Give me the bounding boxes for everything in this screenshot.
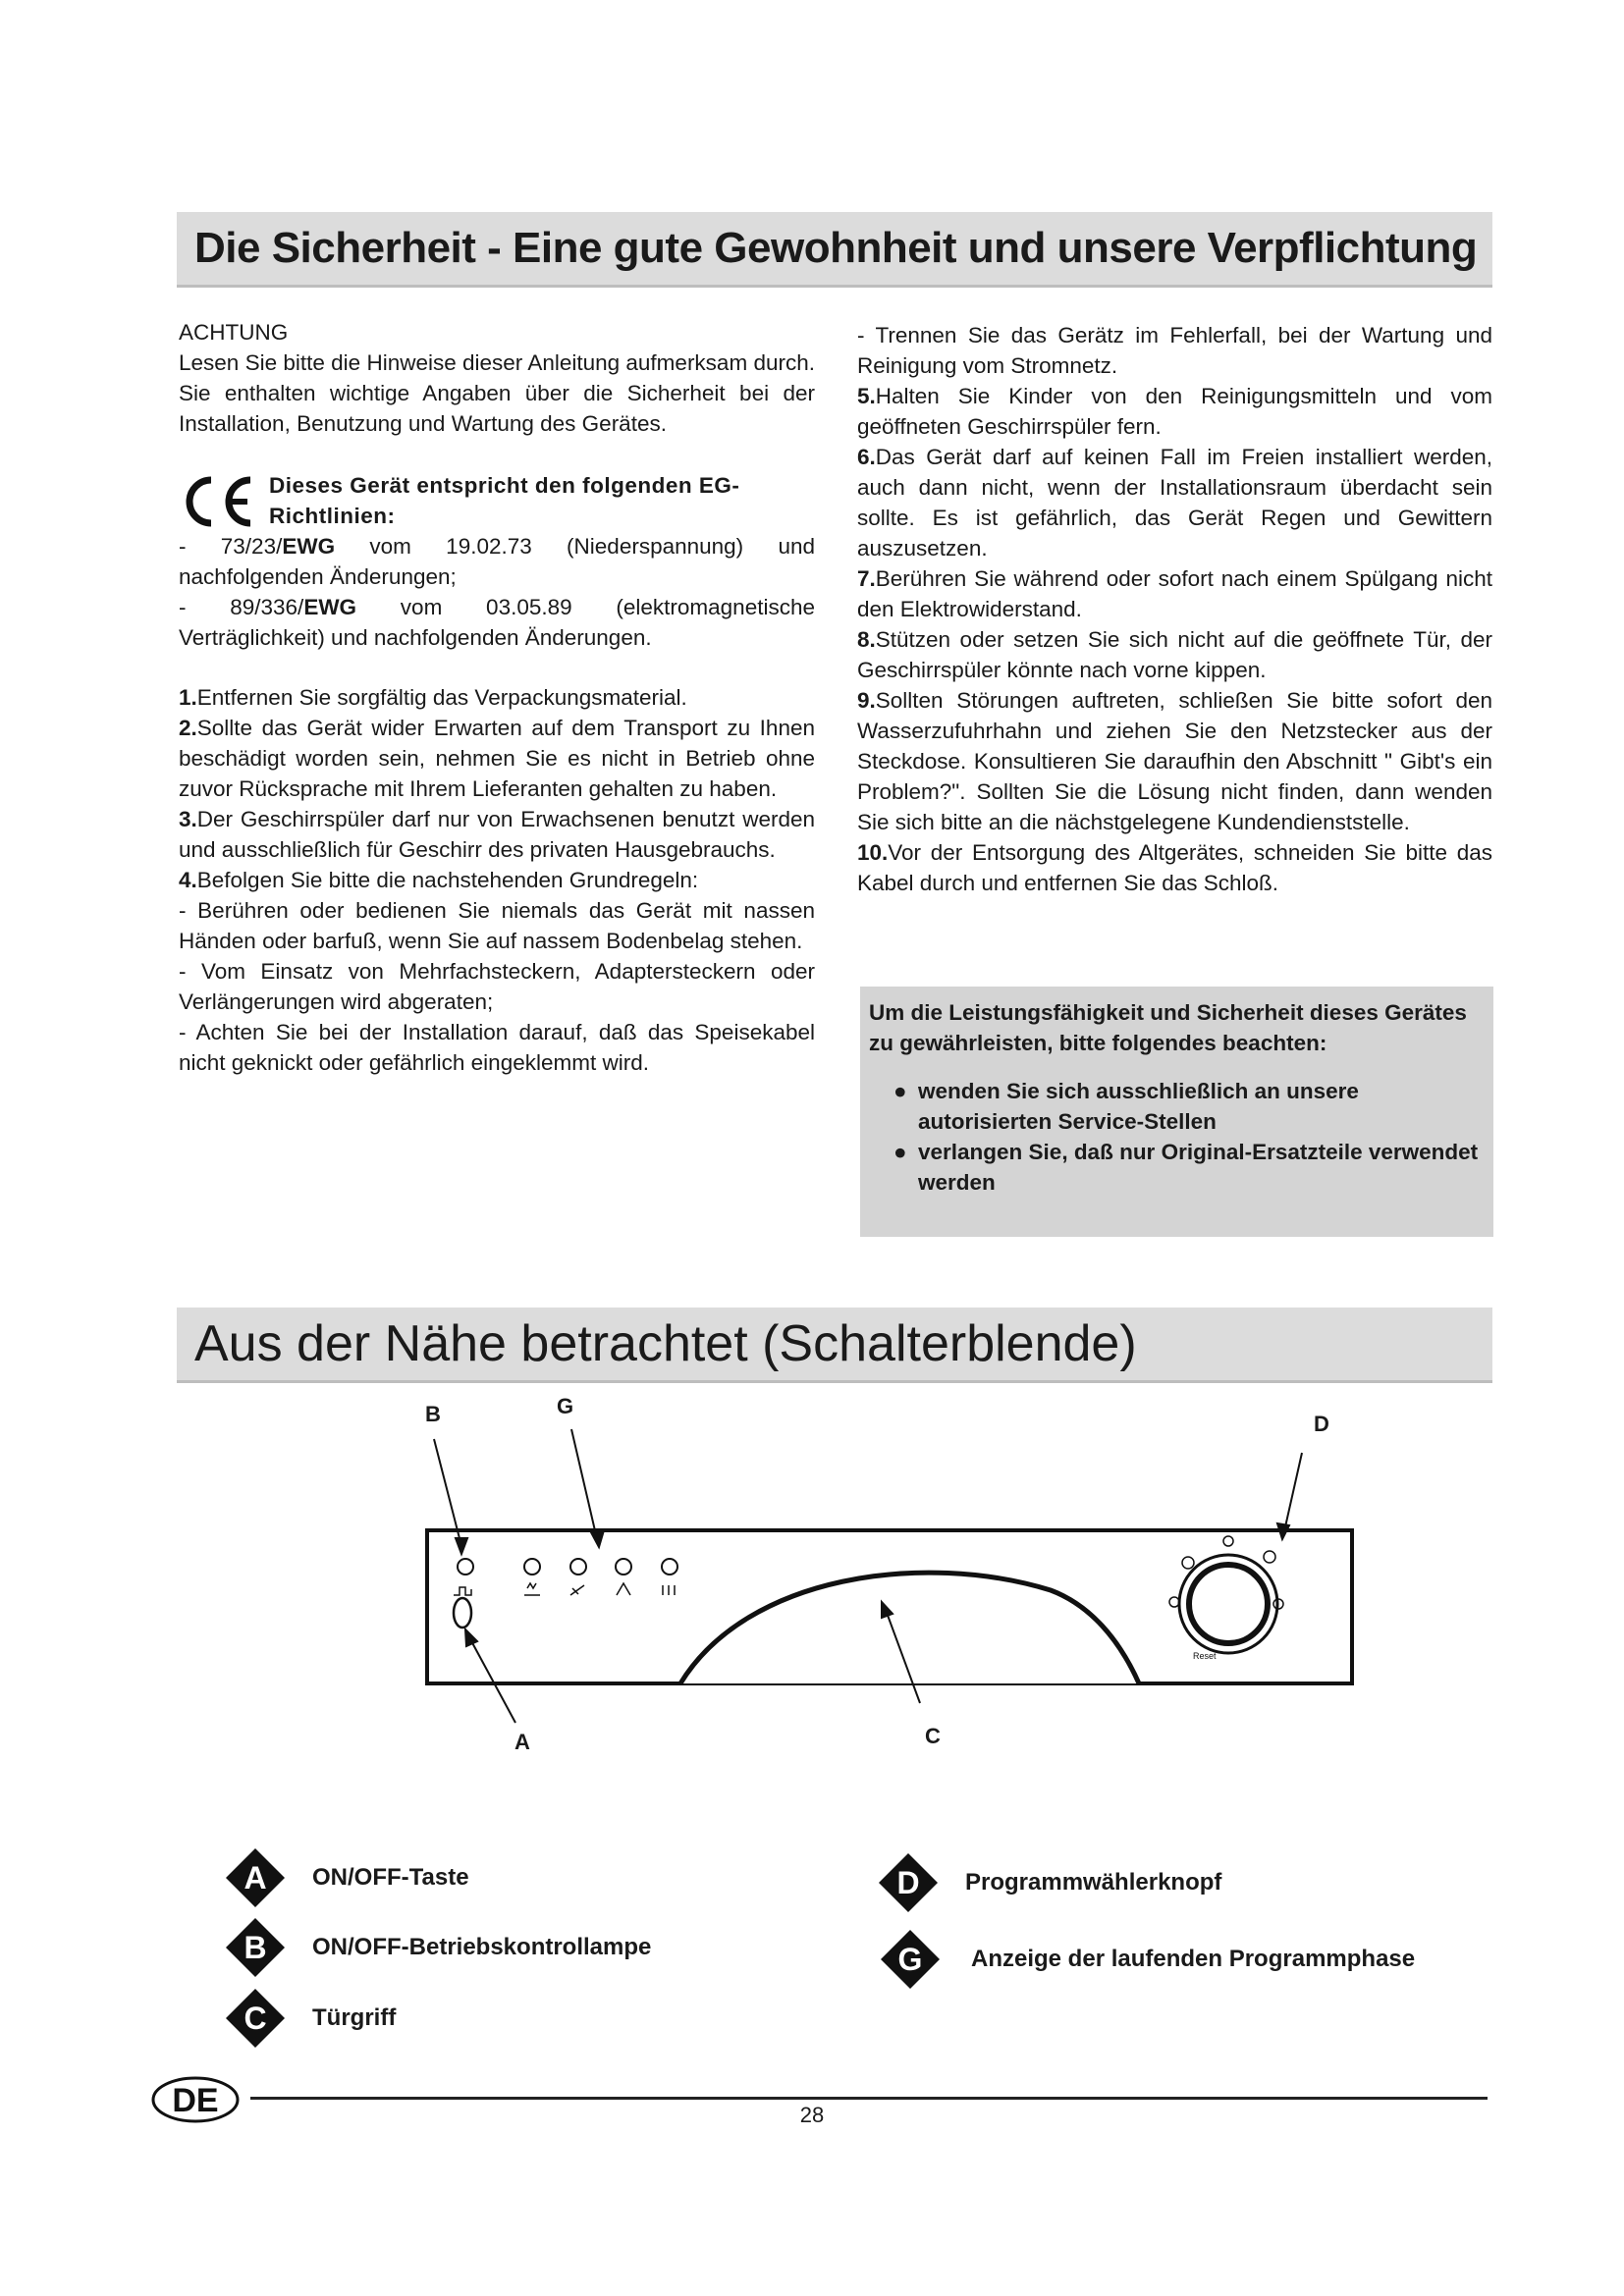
legend-a-diamond-icon [224, 1846, 287, 1909]
legend-b-label: ON/OFF-Betriebskontrollampe [312, 1934, 652, 1960]
onoff-button-shape [454, 1598, 471, 1628]
legend-g-label: Anzeige der laufenden Programmphase [971, 1946, 1416, 1972]
callout-d: D [1314, 1412, 1329, 1436]
legend-c-diamond-icon [224, 1987, 287, 2050]
legend-d-label: Programmwählerknopf [965, 1869, 1222, 1896]
rule-dash-2: - Vom Einsatz von Mehrfachsteckern, Adaptersteckern oder Verlängerungen wird abgeraten; [179, 959, 815, 1014]
rule-dash-3: - Achten Sie bei der Installation darauf, daß das Speisekabel nicht geknickt oder gefährlich eingeklemmt wird. [179, 1020, 815, 1075]
ce-notice [179, 470, 815, 531]
left-column [179, 317, 815, 1078]
achtung-label: ACHTUNG [179, 320, 289, 345]
ce-mark-icon [179, 472, 257, 531]
knob-reset-label: Reset [1193, 1651, 1217, 1661]
svg-text:DE: DE [172, 2082, 219, 2119]
service-info-box [860, 987, 1493, 1237]
svg-text:B: B [244, 1930, 267, 1965]
ce-heading: Dieses Gerät entspricht den folgenden EG-Richtlinien: [269, 473, 740, 528]
svg-text:D: D [896, 1865, 920, 1900]
callout-g: G [557, 1394, 574, 1418]
point-4: 4.Befolgen Sie bitte die nachstehenden Grundregeln: [179, 868, 699, 892]
point-8: 8.Stützen oder setzen Sie sich nicht auf die geöffnete Tür, der Geschirrspüler könnte nach vorne kippen. [857, 627, 1492, 682]
page-number: 28 [799, 2103, 825, 2127]
section-header-safety [177, 212, 1492, 288]
point-2: 2.Sollte das Gerät wider Erwarten auf dem Transport zu Ihnen beschädigt worden sein, nehmen Sie es nicht in Betrieb ohne zuvor Rücksprache mit Ihrem Lieferanten gehalten zu haben. [179, 716, 815, 801]
info-box-list [869, 1076, 1493, 1198]
info-box-item: ● verlangen Sie, daß nur Original-Ersatzteile verwendet werden [918, 1137, 1493, 1198]
legend-c-label: Türgriff [312, 2004, 397, 2031]
legend-item-g [879, 1928, 1415, 1991]
info-box-heading: Um die Leistungsfähigkeit und Sicherheit dieses Gerätes zu gewährleisten, bitte folgendes beachten: [869, 1000, 1467, 1055]
bullet-icon: ● [893, 1079, 907, 1103]
info-box-item: ● wenden Sie sich ausschließlich an unsere autorisierten Service-Stellen [918, 1076, 1493, 1137]
legend-b-diamond-icon [224, 1916, 287, 1979]
directive-2: - 89/336/EWG vom 03.05.89 (elektromagnetische Verträglichkeit) und nachfolgenden Änderungen. [179, 595, 815, 650]
point-5: 5.Halten Sie Kinder von den Reinigungsmitteln und vom geöffneten Geschirrspüler fern. [857, 384, 1492, 439]
point-1: 1.Entfernen Sie sorgfältig das Verpackungsmaterial. [179, 685, 687, 710]
bullet-icon: ● [893, 1140, 907, 1164]
point-3: 3.Der Geschirrspüler darf nur von Erwachsenen benutzt werden und ausschließlich für Geschirr des privaten Hausgebrauchs. [179, 807, 815, 862]
svg-text:G: G [897, 1942, 923, 1977]
point-9: 9.Sollten Störungen auftreten, schließen Sie bitte sofort den Wasserzufuhrhahn und ziehen Sie den Netzstecker aus der Steckdose. Konsultieren Sie daraufhin den Abschnitt " Gibt's ein Problem?". Sollten Sie die Lösung nicht finden, dann wenden Sie sich bitte an die nächstgelegene Kundendienststelle. [857, 688, 1492, 834]
point-6: 6.Das Gerät darf auf keinen Fall im Freien installiert werden, auch dann nicht, wenn der Installationsraum überdacht sein sollte. Es ist gefährlich, das Gerät Regen und Gewittern auszusetzen. [857, 445, 1492, 561]
legend-item-d [877, 1851, 1221, 1914]
section-header-panel [177, 1308, 1492, 1383]
legend-d-diamond-icon [877, 1851, 940, 1914]
point-7: 7.Berühren Sie während oder sofort nach einem Spülgang nicht den Elektrowiderstand. [857, 566, 1492, 621]
callout-b: B [425, 1402, 441, 1426]
svg-text:A: A [244, 1860, 267, 1896]
footer-rule [250, 2097, 1488, 2100]
rule-dash-1: - Berühren oder bedienen Sie niemals das Gerät mit nassen Händen oder barfuß, wenn Sie auf nassem Bodenbelag stehen. [179, 898, 815, 953]
programme-knob [1189, 1565, 1268, 1643]
directive-1: - 73/23/EWG vom 19.02.73 (Niederspannung) und nachfolgenden Änderungen; [179, 534, 815, 589]
legend-item-a [224, 1846, 469, 1909]
section-title-safety: Die Sicherheit - Eine gute Gewohnheit und unsere Verpflichtung [194, 224, 1478, 272]
callout-a: A [514, 1730, 530, 1754]
legend-a-label: ON/OFF-Taste [312, 1864, 469, 1891]
control-panel-drawing [177, 1394, 1492, 1747]
point-10: 10.Vor der Entsorgung des Altgerätes, schneiden Sie bitte das Kabel durch und entfernen Sie das Schloß. [857, 840, 1492, 895]
legend-g-diamond-icon [879, 1928, 942, 1991]
section-title-panel: Aus der Nähe betrachtet (Schalterblende) [194, 1315, 1137, 1372]
legend-item-b [224, 1916, 651, 1979]
svg-text:C: C [244, 2001, 267, 2036]
intro-paragraph: Lesen Sie bitte die Hinweise dieser Anleitung aufmerksam durch. Sie enthalten wichtige Angaben über die Sicherheit bei der Installation, Benutzung und Wartung des Gerätes. [179, 350, 815, 436]
control-panel-diagram [177, 1394, 1492, 1754]
legend-item-c [224, 1987, 396, 2050]
right-column [857, 320, 1492, 898]
rule-dash-4: - Trennen Sie das Gerätz im Fehlerfall, bei der Wartung und Reinigung vom Stromnetz. [857, 323, 1492, 378]
callout-c: C [925, 1724, 941, 1748]
